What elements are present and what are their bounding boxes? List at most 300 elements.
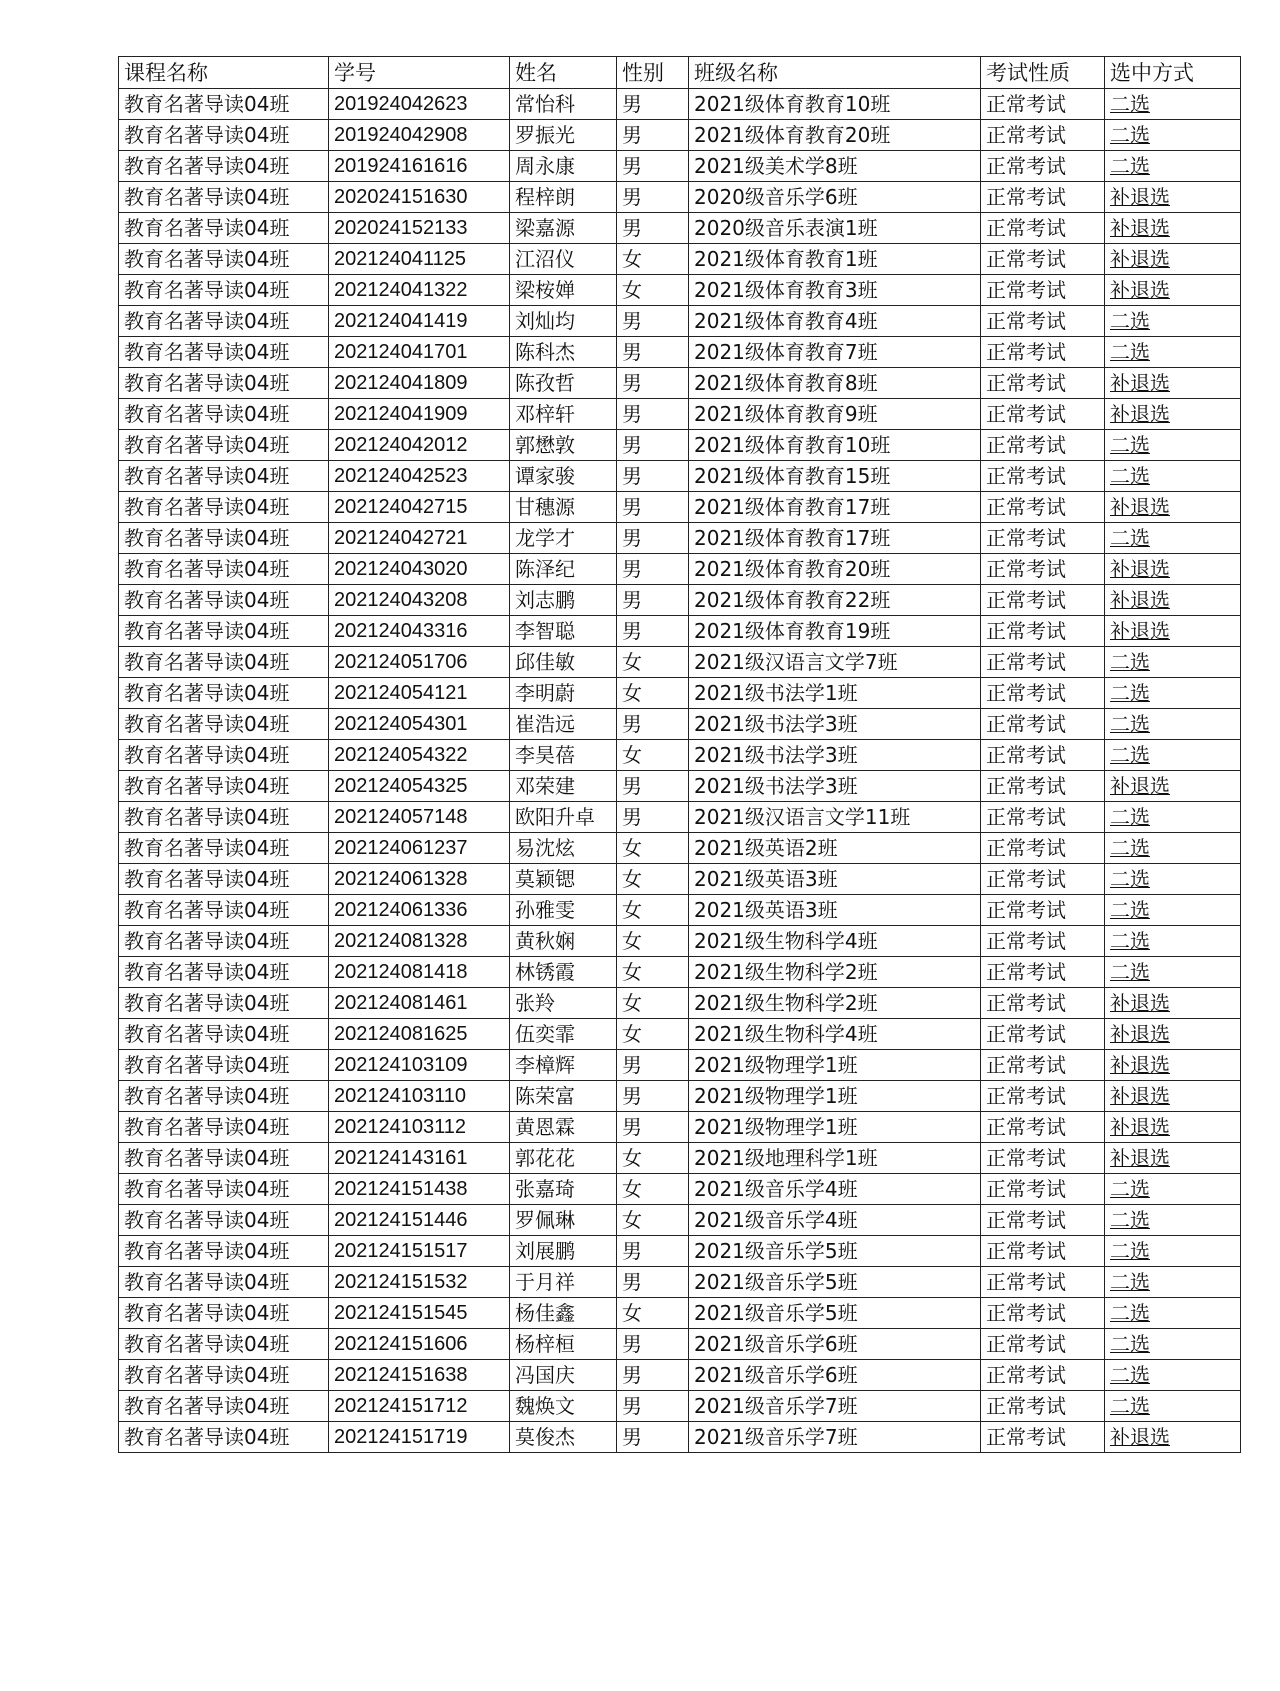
course-name-cell: 教育名著导读04班 <box>119 1267 329 1298</box>
exam-type-cell: 正常考试 <box>981 1236 1105 1267</box>
selection-method-cell: 二选 <box>1105 430 1241 461</box>
gender-cell: 女 <box>617 740 689 771</box>
table-row <box>119 182 1241 213</box>
student-id-cell: 202124151545 <box>329 1298 510 1329</box>
table-row <box>119 1360 1241 1391</box>
header-student-id: 学号 <box>329 57 510 89</box>
header-exam-type: 考试性质 <box>981 57 1105 89</box>
selection-method-cell: 二选 <box>1105 833 1241 864</box>
student-id-cell: 202124061336 <box>329 895 510 926</box>
course-name-cell: 教育名著导读04班 <box>119 337 329 368</box>
table-row <box>119 1329 1241 1360</box>
selection-method-cell: 二选 <box>1105 1236 1241 1267</box>
exam-type-cell: 正常考试 <box>981 678 1105 709</box>
table-row <box>119 89 1241 120</box>
exam-type-cell: 正常考试 <box>981 461 1105 492</box>
student-name-cell: 陈荣富 <box>510 1081 617 1112</box>
table-row <box>119 430 1241 461</box>
exam-type-cell: 正常考试 <box>981 337 1105 368</box>
student-name-cell: 易沈炫 <box>510 833 617 864</box>
exam-type-cell: 正常考试 <box>981 926 1105 957</box>
student-name-cell: 常怡科 <box>510 89 617 120</box>
exam-type-cell: 正常考试 <box>981 1081 1105 1112</box>
student-name-cell: 崔浩远 <box>510 709 617 740</box>
class-name-cell: 2020级音乐学6班 <box>689 182 981 213</box>
exam-type-cell: 正常考试 <box>981 554 1105 585</box>
class-name-cell: 2021级体育教育17班 <box>689 492 981 523</box>
selection-method-cell: 二选 <box>1105 895 1241 926</box>
course-name-cell: 教育名著导读04班 <box>119 120 329 151</box>
course-name-cell: 教育名著导读04班 <box>119 244 329 275</box>
course-name-cell: 教育名著导读04班 <box>119 1143 329 1174</box>
table-row <box>119 1298 1241 1329</box>
course-name-cell: 教育名著导读04班 <box>119 182 329 213</box>
course-name-cell: 教育名著导读04班 <box>119 368 329 399</box>
class-name-cell: 2021级体育教育1班 <box>689 244 981 275</box>
student-id-cell: 202124081461 <box>329 988 510 1019</box>
gender-cell: 男 <box>617 1050 689 1081</box>
exam-type-cell: 正常考试 <box>981 306 1105 337</box>
gender-cell: 男 <box>617 523 689 554</box>
class-name-cell: 2021级音乐学5班 <box>689 1298 981 1329</box>
exam-type-cell: 正常考试 <box>981 368 1105 399</box>
student-name-cell: 邓荣建 <box>510 771 617 802</box>
table-row <box>119 585 1241 616</box>
course-name-cell: 教育名著导读04班 <box>119 585 329 616</box>
table-row <box>119 1143 1241 1174</box>
student-id-cell: 202124103109 <box>329 1050 510 1081</box>
course-name-cell: 教育名著导读04班 <box>119 1329 329 1360</box>
student-id-cell: 202124042012 <box>329 430 510 461</box>
table-row <box>119 1205 1241 1236</box>
student-name-cell: 孙雅雯 <box>510 895 617 926</box>
selection-method-cell: 补退选 <box>1105 1019 1241 1050</box>
student-name-cell: 林锈霞 <box>510 957 617 988</box>
student-name-cell: 张嘉琦 <box>510 1174 617 1205</box>
selection-method-cell: 二选 <box>1105 647 1241 678</box>
student-name-cell: 刘灿均 <box>510 306 617 337</box>
gender-cell: 男 <box>617 120 689 151</box>
class-name-cell: 2021级书法学1班 <box>689 678 981 709</box>
selection-method-cell: 补退选 <box>1105 275 1241 306</box>
student-name-cell: 谭家骏 <box>510 461 617 492</box>
table-row <box>119 1112 1241 1143</box>
selection-method-cell: 补退选 <box>1105 244 1241 275</box>
gender-cell: 男 <box>617 771 689 802</box>
student-id-cell: 202124041419 <box>329 306 510 337</box>
course-name-cell: 教育名著导读04班 <box>119 1236 329 1267</box>
table-row <box>119 120 1241 151</box>
class-name-cell: 2021级物理学1班 <box>689 1081 981 1112</box>
course-name-cell: 教育名著导读04班 <box>119 1019 329 1050</box>
selection-method-cell: 二选 <box>1105 461 1241 492</box>
student-id-cell: 202124081625 <box>329 1019 510 1050</box>
course-name-cell: 教育名著导读04班 <box>119 430 329 461</box>
gender-cell: 男 <box>617 1329 689 1360</box>
student-name-cell: 杨佳鑫 <box>510 1298 617 1329</box>
student-name-cell: 魏焕文 <box>510 1391 617 1422</box>
exam-type-cell: 正常考试 <box>981 616 1105 647</box>
selection-method-cell: 二选 <box>1105 1298 1241 1329</box>
gender-cell: 男 <box>617 461 689 492</box>
class-name-cell: 2021级英语3班 <box>689 895 981 926</box>
table-row <box>119 337 1241 368</box>
class-name-cell: 2021级音乐学6班 <box>689 1329 981 1360</box>
table-row <box>119 957 1241 988</box>
gender-cell: 女 <box>617 1143 689 1174</box>
student-id-cell: 202124042715 <box>329 492 510 523</box>
class-name-cell: 2021级体育教育9班 <box>689 399 981 430</box>
table-row <box>119 1391 1241 1422</box>
student-id-cell: 202124041701 <box>329 337 510 368</box>
class-name-cell: 2021级生物科学4班 <box>689 926 981 957</box>
exam-type-cell: 正常考试 <box>981 1112 1105 1143</box>
table-row <box>119 709 1241 740</box>
course-name-cell: 教育名著导读04班 <box>119 1081 329 1112</box>
student-name-cell: 罗振光 <box>510 120 617 151</box>
exam-type-cell: 正常考试 <box>981 244 1105 275</box>
exam-type-cell: 正常考试 <box>981 1205 1105 1236</box>
student-name-cell: 李明蔚 <box>510 678 617 709</box>
gender-cell: 男 <box>617 1360 689 1391</box>
table-row <box>119 740 1241 771</box>
gender-cell: 男 <box>617 616 689 647</box>
exam-type-cell: 正常考试 <box>981 1360 1105 1391</box>
table-row <box>119 616 1241 647</box>
student-name-cell: 李樟辉 <box>510 1050 617 1081</box>
selection-method-cell: 二选 <box>1105 337 1241 368</box>
class-name-cell: 2021级汉语言文学7班 <box>689 647 981 678</box>
table-row <box>119 1081 1241 1112</box>
gender-cell: 男 <box>617 554 689 585</box>
exam-type-cell: 正常考试 <box>981 1050 1105 1081</box>
class-name-cell: 2021级音乐学5班 <box>689 1267 981 1298</box>
exam-type-cell: 正常考试 <box>981 1298 1105 1329</box>
course-name-cell: 教育名著导读04班 <box>119 895 329 926</box>
course-name-cell: 教育名著导读04班 <box>119 957 329 988</box>
gender-cell: 女 <box>617 864 689 895</box>
gender-cell: 女 <box>617 957 689 988</box>
selection-method-cell: 二选 <box>1105 1360 1241 1391</box>
student-name-cell: 陈泽纪 <box>510 554 617 585</box>
table-row <box>119 833 1241 864</box>
gender-cell: 女 <box>617 988 689 1019</box>
course-name-cell: 教育名著导读04班 <box>119 1422 329 1453</box>
student-id-cell: 202124081328 <box>329 926 510 957</box>
table-row <box>119 213 1241 244</box>
table-row <box>119 647 1241 678</box>
exam-type-cell: 正常考试 <box>981 1329 1105 1360</box>
table-row <box>119 1174 1241 1205</box>
gender-cell: 男 <box>617 1112 689 1143</box>
course-name-cell: 教育名著导读04班 <box>119 1360 329 1391</box>
student-id-cell: 201924042908 <box>329 120 510 151</box>
class-name-cell: 2021级书法学3班 <box>689 740 981 771</box>
table-row <box>119 678 1241 709</box>
selection-method-cell: 二选 <box>1105 523 1241 554</box>
class-name-cell: 2021级音乐学4班 <box>689 1174 981 1205</box>
gender-cell: 男 <box>617 337 689 368</box>
exam-type-cell: 正常考试 <box>981 709 1105 740</box>
student-id-cell: 202124061328 <box>329 864 510 895</box>
course-name-cell: 教育名著导读04班 <box>119 771 329 802</box>
exam-type-cell: 正常考试 <box>981 213 1105 244</box>
class-name-cell: 2021级音乐学5班 <box>689 1236 981 1267</box>
exam-type-cell: 正常考试 <box>981 1143 1105 1174</box>
table-header <box>119 57 1241 89</box>
gender-cell: 男 <box>617 89 689 120</box>
class-name-cell: 2021级英语2班 <box>689 833 981 864</box>
selection-method-cell: 二选 <box>1105 1391 1241 1422</box>
selection-method-cell: 补退选 <box>1105 771 1241 802</box>
class-name-cell: 2021级英语3班 <box>689 864 981 895</box>
selection-method-cell: 补退选 <box>1105 182 1241 213</box>
selection-method-cell: 补退选 <box>1105 585 1241 616</box>
class-name-cell: 2021级音乐学7班 <box>689 1391 981 1422</box>
student-id-cell: 202124054322 <box>329 740 510 771</box>
course-name-cell: 教育名著导读04班 <box>119 616 329 647</box>
student-name-cell: 邓梓轩 <box>510 399 617 430</box>
student-name-cell: 江沼仪 <box>510 244 617 275</box>
student-name-cell: 刘展鹏 <box>510 1236 617 1267</box>
exam-type-cell: 正常考试 <box>981 1174 1105 1205</box>
student-id-cell: 202124151438 <box>329 1174 510 1205</box>
selection-method-cell: 二选 <box>1105 957 1241 988</box>
selection-method-cell: 补退选 <box>1105 213 1241 244</box>
student-name-cell: 罗佩琳 <box>510 1205 617 1236</box>
student-name-cell: 张羚 <box>510 988 617 1019</box>
gender-cell: 女 <box>617 1205 689 1236</box>
course-roster-sheet <box>118 56 1240 1453</box>
exam-type-cell: 正常考试 <box>981 895 1105 926</box>
gender-cell: 男 <box>617 802 689 833</box>
gender-cell: 男 <box>617 151 689 182</box>
table-row <box>119 1236 1241 1267</box>
course-name-cell: 教育名著导读04班 <box>119 833 329 864</box>
selection-method-cell: 补退选 <box>1105 1422 1241 1453</box>
selection-method-cell: 二选 <box>1105 1174 1241 1205</box>
student-id-cell: 202124043316 <box>329 616 510 647</box>
header-course-name: 课程名称 <box>119 57 329 89</box>
class-name-cell: 2021级体育教育20班 <box>689 554 981 585</box>
table-row <box>119 1422 1241 1453</box>
selection-method-cell: 二选 <box>1105 709 1241 740</box>
student-id-cell: 202124043208 <box>329 585 510 616</box>
student-id-cell: 202124151712 <box>329 1391 510 1422</box>
course-name-cell: 教育名著导读04班 <box>119 1205 329 1236</box>
course-name-cell: 教育名著导读04班 <box>119 864 329 895</box>
gender-cell: 女 <box>617 275 689 306</box>
student-id-cell: 202024151630 <box>329 182 510 213</box>
student-name-cell: 李智聪 <box>510 616 617 647</box>
exam-type-cell: 正常考试 <box>981 864 1105 895</box>
exam-type-cell: 正常考试 <box>981 89 1105 120</box>
gender-cell: 女 <box>617 1174 689 1205</box>
selection-method-cell: 二选 <box>1105 1329 1241 1360</box>
student-name-cell: 郭花花 <box>510 1143 617 1174</box>
class-name-cell: 2021级生物科学2班 <box>689 957 981 988</box>
gender-cell: 男 <box>617 1422 689 1453</box>
class-name-cell: 2021级体育教育20班 <box>689 120 981 151</box>
class-name-cell: 2021级音乐学7班 <box>689 1422 981 1453</box>
selection-method-cell: 二选 <box>1105 802 1241 833</box>
course-name-cell: 教育名著导读04班 <box>119 802 329 833</box>
selection-method-cell: 补退选 <box>1105 616 1241 647</box>
student-id-cell: 201924042623 <box>329 89 510 120</box>
course-name-cell: 教育名著导读04班 <box>119 554 329 585</box>
class-name-cell: 2021级体育教育19班 <box>689 616 981 647</box>
student-id-cell: 202024152133 <box>329 213 510 244</box>
course-name-cell: 教育名著导读04班 <box>119 926 329 957</box>
table-row <box>119 802 1241 833</box>
table-row <box>119 368 1241 399</box>
selection-method-cell: 补退选 <box>1105 1050 1241 1081</box>
table-body <box>119 89 1241 1453</box>
student-name-cell: 邱佳敏 <box>510 647 617 678</box>
exam-type-cell: 正常考试 <box>981 120 1105 151</box>
selection-method-cell: 二选 <box>1105 120 1241 151</box>
selection-method-cell: 二选 <box>1105 1267 1241 1298</box>
student-id-cell: 202124103110 <box>329 1081 510 1112</box>
class-name-cell: 2021级体育教育10班 <box>689 89 981 120</box>
selection-method-cell: 二选 <box>1105 740 1241 771</box>
class-name-cell: 2021级汉语言文学11班 <box>689 802 981 833</box>
course-name-cell: 教育名著导读04班 <box>119 492 329 523</box>
table-row <box>119 864 1241 895</box>
gender-cell: 女 <box>617 833 689 864</box>
student-id-cell: 202124151719 <box>329 1422 510 1453</box>
class-name-cell: 2021级书法学3班 <box>689 709 981 740</box>
exam-type-cell: 正常考试 <box>981 523 1105 554</box>
student-id-cell: 202124042721 <box>329 523 510 554</box>
selection-method-cell: 补退选 <box>1105 368 1241 399</box>
course-name-cell: 教育名著导读04班 <box>119 1174 329 1205</box>
exam-type-cell: 正常考试 <box>981 771 1105 802</box>
exam-type-cell: 正常考试 <box>981 988 1105 1019</box>
header-row <box>119 57 1241 89</box>
student-id-cell: 202124061237 <box>329 833 510 864</box>
class-name-cell: 2021级体育教育22班 <box>689 585 981 616</box>
student-id-cell: 202124057148 <box>329 802 510 833</box>
exam-type-cell: 正常考试 <box>981 1391 1105 1422</box>
gender-cell: 男 <box>617 709 689 740</box>
student-id-cell: 202124051706 <box>329 647 510 678</box>
table-row <box>119 244 1241 275</box>
student-name-cell: 梁桉婵 <box>510 275 617 306</box>
gender-cell: 女 <box>617 678 689 709</box>
class-name-cell: 2021级物理学1班 <box>689 1112 981 1143</box>
gender-cell: 男 <box>617 1391 689 1422</box>
header-selection-method: 选中方式 <box>1105 57 1241 89</box>
class-name-cell: 2021级体育教育7班 <box>689 337 981 368</box>
gender-cell: 男 <box>617 306 689 337</box>
header-student-name: 姓名 <box>510 57 617 89</box>
class-name-cell: 2021级体育教育8班 <box>689 368 981 399</box>
gender-cell: 女 <box>617 895 689 926</box>
student-id-cell: 202124103112 <box>329 1112 510 1143</box>
class-name-cell: 2021级体育教育17班 <box>689 523 981 554</box>
table-row <box>119 988 1241 1019</box>
student-id-cell: 202124054121 <box>329 678 510 709</box>
student-id-cell: 202124041909 <box>329 399 510 430</box>
course-name-cell: 教育名著导读04班 <box>119 275 329 306</box>
table-row <box>119 275 1241 306</box>
selection-method-cell: 二选 <box>1105 926 1241 957</box>
class-name-cell: 2021级书法学3班 <box>689 771 981 802</box>
student-id-cell: 202124151446 <box>329 1205 510 1236</box>
table-row <box>119 523 1241 554</box>
gender-cell: 男 <box>617 368 689 399</box>
table-row <box>119 1267 1241 1298</box>
gender-cell: 女 <box>617 1298 689 1329</box>
table-row <box>119 771 1241 802</box>
table-row <box>119 926 1241 957</box>
table-row <box>119 895 1241 926</box>
exam-type-cell: 正常考试 <box>981 1019 1105 1050</box>
course-name-cell: 教育名著导读04班 <box>119 151 329 182</box>
selection-method-cell: 二选 <box>1105 151 1241 182</box>
class-name-cell: 2021级生物科学2班 <box>689 988 981 1019</box>
student-id-cell: 202124042523 <box>329 461 510 492</box>
course-name-cell: 教育名著导读04班 <box>119 461 329 492</box>
selection-method-cell: 二选 <box>1105 1205 1241 1236</box>
student-id-cell: 202124054325 <box>329 771 510 802</box>
student-id-cell: 201924161616 <box>329 151 510 182</box>
student-id-cell: 202124043020 <box>329 554 510 585</box>
table-row <box>119 461 1241 492</box>
student-id-cell: 202124151532 <box>329 1267 510 1298</box>
gender-cell: 男 <box>617 430 689 461</box>
header-gender: 性别 <box>617 57 689 89</box>
selection-method-cell: 补退选 <box>1105 1112 1241 1143</box>
gender-cell: 女 <box>617 647 689 678</box>
exam-type-cell: 正常考试 <box>981 802 1105 833</box>
gender-cell: 男 <box>617 492 689 523</box>
class-name-cell: 2021级物理学1班 <box>689 1050 981 1081</box>
course-name-cell: 教育名著导读04班 <box>119 1391 329 1422</box>
gender-cell: 男 <box>617 585 689 616</box>
gender-cell: 男 <box>617 1081 689 1112</box>
student-name-cell: 黄秋娴 <box>510 926 617 957</box>
class-name-cell: 2021级体育教育3班 <box>689 275 981 306</box>
exam-type-cell: 正常考试 <box>981 182 1105 213</box>
exam-type-cell: 正常考试 <box>981 740 1105 771</box>
table-row <box>119 554 1241 585</box>
student-id-cell: 202124143161 <box>329 1143 510 1174</box>
student-id-cell: 202124041809 <box>329 368 510 399</box>
gender-cell: 男 <box>617 1267 689 1298</box>
student-id-cell: 202124151638 <box>329 1360 510 1391</box>
selection-method-cell: 补退选 <box>1105 988 1241 1019</box>
table-row <box>119 1019 1241 1050</box>
student-name-cell: 欧阳升卓 <box>510 802 617 833</box>
class-name-cell: 2020级音乐表演1班 <box>689 213 981 244</box>
selection-method-cell: 补退选 <box>1105 554 1241 585</box>
course-name-cell: 教育名著导读04班 <box>119 1112 329 1143</box>
class-name-cell: 2021级美术学8班 <box>689 151 981 182</box>
table-row <box>119 306 1241 337</box>
course-name-cell: 教育名著导读04班 <box>119 89 329 120</box>
student-id-cell: 202124081418 <box>329 957 510 988</box>
gender-cell: 男 <box>617 213 689 244</box>
student-name-cell: 陈科杰 <box>510 337 617 368</box>
gender-cell: 女 <box>617 926 689 957</box>
student-name-cell: 黄恩霖 <box>510 1112 617 1143</box>
class-name-cell: 2021级体育教育4班 <box>689 306 981 337</box>
student-name-cell: 杨梓桓 <box>510 1329 617 1360</box>
course-name-cell: 教育名著导读04班 <box>119 523 329 554</box>
class-name-cell: 2021级音乐学4班 <box>689 1205 981 1236</box>
